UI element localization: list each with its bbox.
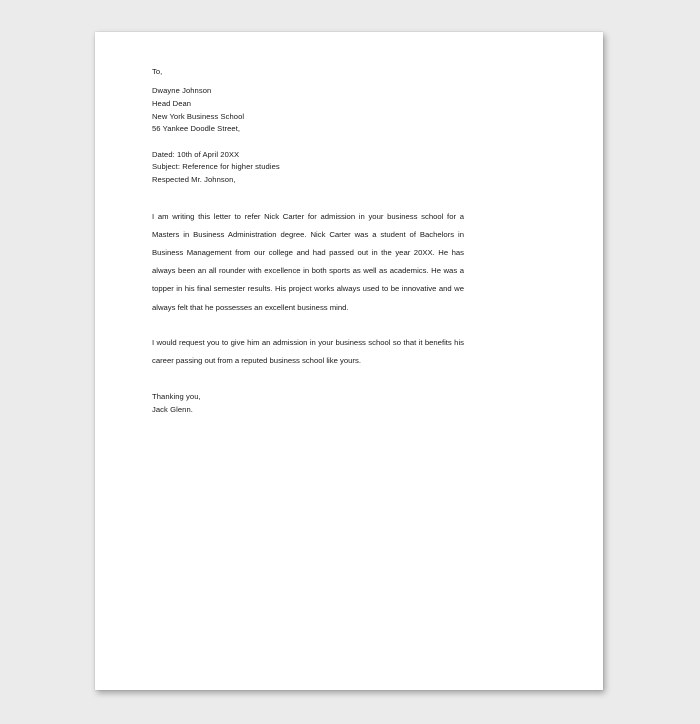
- recipient-name: Dwayne Johnson: [152, 86, 212, 96]
- address-to-label: To,: [152, 67, 163, 76]
- recipient-address-block: [152, 66, 464, 136]
- closing-valediction: Thanking you,: [152, 392, 201, 402]
- closing-signature: Jack Glenn.: [152, 404, 193, 414]
- letter-date: Dated: 10th of April 20XX: [152, 149, 240, 159]
- letter-closing-block: [152, 391, 464, 416]
- body-paragraph-2: I would request you to give him an admission in your business school so that it benefits his career passing out from a reputed business school like yours.: [152, 337, 464, 366]
- letter-content: [152, 66, 464, 417]
- recipient-title: Head Dean: [152, 98, 192, 108]
- letter-meta-block: [152, 149, 464, 187]
- letter-salutation: Respected Mr. Johnson,: [152, 174, 236, 184]
- body-paragraph-1: I am writing this letter to refer Nick Carter for admission in your business school for a Masters in Business Administration degree. Nick Carter was a student of Bachelors in Business Management from our college and had passed out in the year 20XX. He has always been an all rounder with excellence in both sports as well as academics. He was a topper in his final semester results. His project works always used to be innovative and we always felt that he possesses an excellent business mind.: [152, 211, 464, 312]
- recipient-organization: New York Business School: [152, 111, 245, 121]
- recipient-street: 56 Yankee Doodle Street,: [152, 124, 241, 134]
- letter-subject: Subject: Reference for higher studies: [152, 162, 280, 172]
- letter-page: [95, 32, 603, 690]
